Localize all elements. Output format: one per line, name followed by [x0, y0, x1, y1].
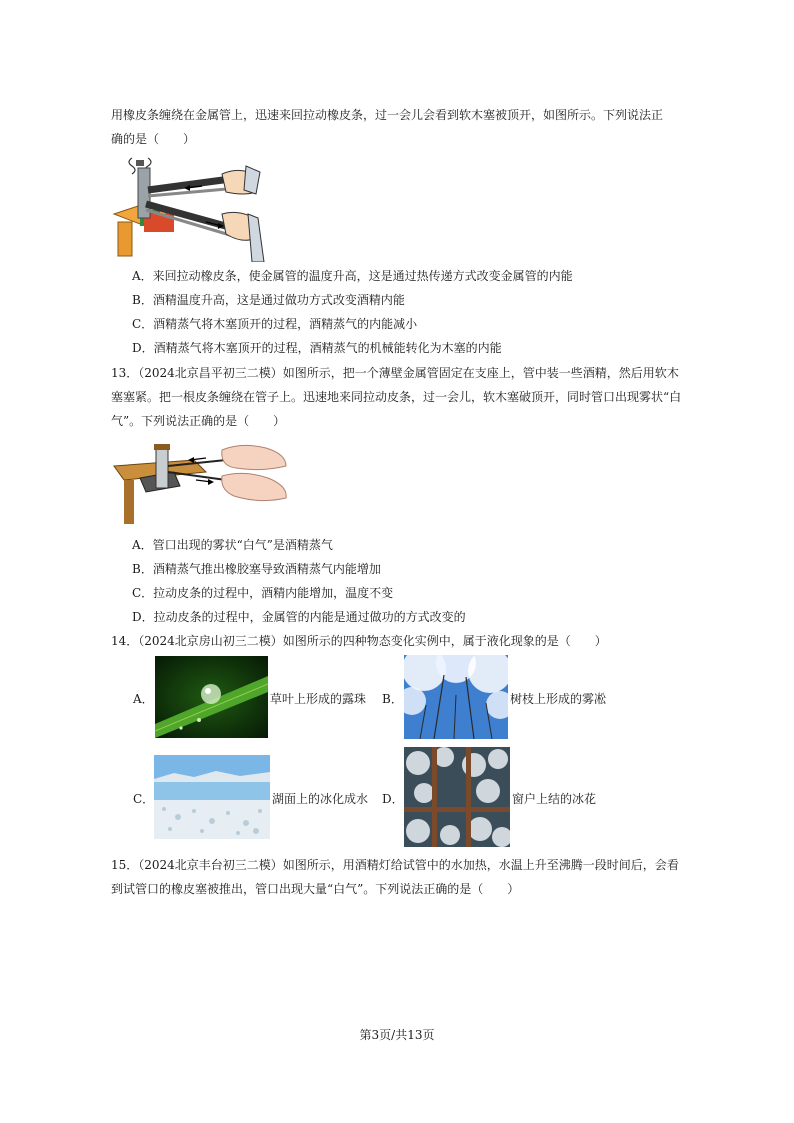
q15-stem-line1: 15．（2024北京丰台初三二模）如图所示，用酒精灯给试管中的水加热，水温上升至沸腾一段时间后，会看: [111, 858, 679, 872]
q14-item-a-caption: 草叶上形成的露珠: [270, 692, 367, 706]
q12-stem-line1: 用橡皮条缠绕在金属管上，迅速来回拉动橡皮条，过一会儿会看到软木塞被顶开，如图所示。下列说法正: [111, 108, 664, 122]
q13-option-b: B．酒精蒸气推出橡胶塞导致酒精蒸气内能增加: [132, 562, 381, 576]
q12-stem-line2: 确的是（ ）: [111, 132, 196, 146]
q14-frost-window-photo: [404, 747, 510, 847]
q14-lake-ice-photo: [154, 755, 270, 839]
q13-figure: [110, 436, 290, 528]
q14-item-a-letter: A．: [133, 692, 154, 706]
q14-item-c-caption: 湖面上的冰化成水: [272, 792, 369, 806]
q12-figure: [110, 152, 270, 262]
page-number: 第3页/共13页: [359, 1028, 435, 1042]
q13-option-c: C．拉动皮条的过程中，酒精内能增加，温度不变: [132, 586, 394, 600]
q12-option-a: A．来回拉动橡皮条，使金属管的温度升高，这是通过热传递方式改变金属管的内能: [132, 269, 573, 283]
q12-option-d: D．酒精蒸气将木塞顶开的过程，酒精蒸气的机械能转化为木塞的内能: [132, 341, 502, 355]
q12-option-b: B．酒精温度升高，这是通过做功方式改变酒精内能: [132, 293, 405, 307]
q14-item-b-caption: 树枝上形成的雾凇: [510, 692, 607, 706]
q14-item-d-letter: D．: [382, 792, 404, 806]
q13-stem-line3: 气”。下列说法正确的是（ ）: [111, 414, 286, 428]
q12-option-c: C．酒精蒸气将木塞顶开的过程，酒精蒸气的内能减小: [132, 317, 418, 331]
q13-option-d: D．拉动皮条的过程中，金属管的内能是通过做功的方式改变的: [132, 610, 466, 624]
q14-item-c-letter: C．: [133, 792, 155, 806]
q13-stem-line2: 塞塞紧。把一根皮条缠绕在管子上。迅速地来同拉动皮条，过一会儿，软木塞破顶开，同时管口出现雾状“白: [111, 390, 682, 404]
q14-rime-photo: [404, 655, 508, 739]
q14-item-b-letter: B．: [382, 692, 403, 706]
q13-stem-line1: 13．（2024北京昌平初三二模）如图所示，把一个薄壁金属管固定在支座上，管中装一些酒精，然后用软木: [111, 366, 679, 380]
q14-dewdrop-photo: [155, 656, 268, 738]
q13-option-a: A．管口出现的雾状“白气”是酒精蒸气: [132, 538, 333, 552]
q14-stem: 14．（2024北京房山初三二模）如图所示的四种物态变化实例中，属于液化现象的是（ ）: [111, 634, 607, 648]
q15-stem-line2: 到试管口的橡皮塞被推出，管口出现大量“白气”。下列说法正确的是（ ）: [111, 882, 520, 896]
q14-item-d-caption: 窗户上结的冰花: [512, 792, 597, 806]
